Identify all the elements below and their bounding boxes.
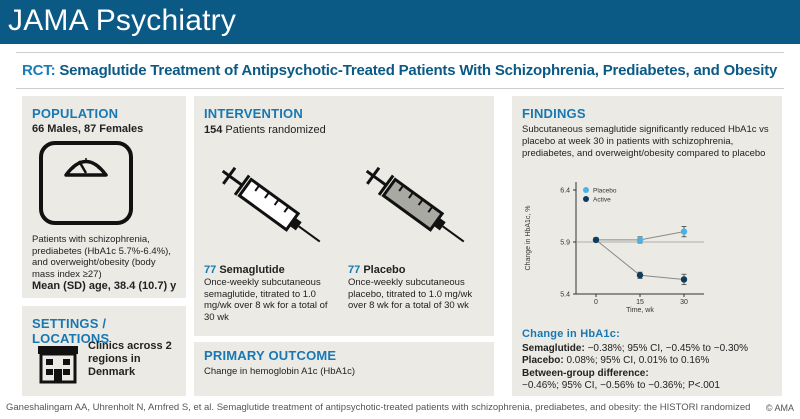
change-heading: Change in HbA1c: — [522, 328, 620, 340]
findings-heading: FINDINGS — [522, 106, 586, 121]
data-point-placebo — [681, 228, 687, 234]
result-semaglutide — [522, 343, 778, 356]
arm-placebo-title — [348, 264, 488, 277]
y-tick-group — [560, 188, 576, 299]
arm-semaglutide-description: Once-weekly subcutaneous semaglutide, titrated to 1.0 mg/wk over 8 wk for a total of 30 wk — [204, 277, 328, 323]
series-group — [593, 226, 687, 284]
title-prefix: RCT: — [22, 62, 56, 79]
population-counts: 66 Males, 87 Females — [32, 123, 144, 135]
legend-label-active: Active — [593, 196, 611, 204]
result-placebo-label: Placebo: — [522, 355, 564, 366]
result-semaglutide-value: −0.38%; 95% CI, −0.45% to −0.30% — [587, 342, 748, 354]
hba1c-line-chart — [518, 176, 712, 318]
title-text: Semaglutide Treatment of Antipsychotic-Treated Patients With Schizophrenia, Prediabetes, and Obesity — [59, 62, 778, 79]
difference-value: −0.46%; 95% CI, −0.56% to −0.36%; P<.001 — [522, 380, 720, 391]
population-heading: POPULATION — [32, 106, 119, 121]
x-axis-label: Time, wk — [626, 307, 654, 314]
arm-semaglutide — [204, 264, 338, 323]
data-point-active — [637, 272, 643, 278]
page-title — [22, 62, 777, 79]
arm-semaglutide-title — [204, 264, 338, 277]
population-age: Mean (SD) age, 38.4 (10.7) y — [32, 280, 177, 292]
arm-semaglutide-name: Semaglutide — [219, 264, 285, 276]
y-tick-label: 5.9 — [560, 239, 570, 247]
journal-header — [0, 0, 800, 44]
result-placebo-value: 0.08%; 95% CI, 0.01% to 0.16% — [566, 355, 710, 366]
legend-marker-active — [583, 196, 589, 202]
population-description: Patients with schizophrenia, prediabetes (HbA1c 5.7%-6.4%), and overweight/obesity (body mass index ≥27) — [32, 234, 171, 280]
findings-results — [522, 328, 778, 393]
settings-heading: SETTINGS / LOCATIONS — [32, 316, 110, 346]
randomized-text: Patients randomized — [225, 124, 326, 136]
data-point-placebo — [637, 237, 643, 243]
findings-summary: Subcutaneous semaglutide significantly reduced HbA1c vs placebo at week 30 in patients with schizophrenia, prediabetes, and overweight/obesity compared to placebo — [522, 124, 769, 159]
x-tick-group — [594, 294, 688, 306]
legend-marker-placebo — [583, 187, 589, 193]
intervention-heading: INTERVENTION — [204, 106, 303, 121]
data-point-active — [593, 237, 599, 243]
semaglutide-syringe-icon — [210, 156, 330, 256]
result-placebo — [522, 355, 778, 368]
settings-text: Clinics across 2 regions in Denmark — [88, 340, 172, 378]
settings-panel — [22, 306, 186, 396]
result-semaglutide-label: Semaglutide: — [522, 342, 585, 354]
chart-legend — [583, 187, 617, 204]
randomized-line — [204, 124, 326, 136]
arm-semaglutide-count: 77 — [204, 264, 217, 276]
title-rule-bottom — [16, 88, 784, 89]
randomized-count: 154 — [204, 124, 223, 136]
citation: Ganeshalingam AA, Uhrenholt N, Arnfred S, et al. Semaglutide treatment of antipsychotic-treated patients with schizophrenia, prediabetes, and obesity: the HISTORI randomized — [6, 402, 751, 413]
x-tick-label: 30 — [680, 299, 688, 306]
title-rule-top — [16, 52, 784, 53]
findings-panel — [512, 96, 782, 396]
difference-label: Between-group difference: — [522, 367, 649, 379]
scale-icon — [38, 140, 134, 226]
primary-outcome-heading: PRIMARY OUTCOME — [204, 348, 337, 363]
legend-label-placebo: Placebo — [593, 187, 617, 195]
building-icon — [36, 344, 80, 384]
data-point-active — [681, 276, 687, 282]
arm-placebo-description: Once-weekly subcutaneous placebo, titrated to 1.0 mg/wk over 8 wk for a total of 30 wk — [348, 277, 473, 311]
y-tick-label: 6.4 — [560, 187, 570, 195]
population-panel — [22, 96, 186, 298]
primary-outcome-panel — [194, 342, 494, 396]
arm-placebo-name: Placebo — [363, 264, 406, 276]
placebo-syringe-icon — [354, 156, 474, 256]
copyright: © AMA — [765, 403, 794, 413]
y-tick-label: 5.4 — [560, 291, 570, 299]
journal-title: JAMA Psychiatry — [8, 4, 237, 37]
intervention-panel — [194, 96, 494, 336]
arm-placebo-count: 77 — [348, 264, 361, 276]
primary-outcome-text: Change in hemoglobin A1c (HbA1c) — [204, 366, 356, 377]
y-axis-label: Change in HbA1c, % — [525, 205, 532, 271]
x-tick-label: 15 — [636, 299, 644, 306]
arm-placebo — [348, 264, 488, 312]
x-tick-label: 0 — [594, 299, 598, 306]
